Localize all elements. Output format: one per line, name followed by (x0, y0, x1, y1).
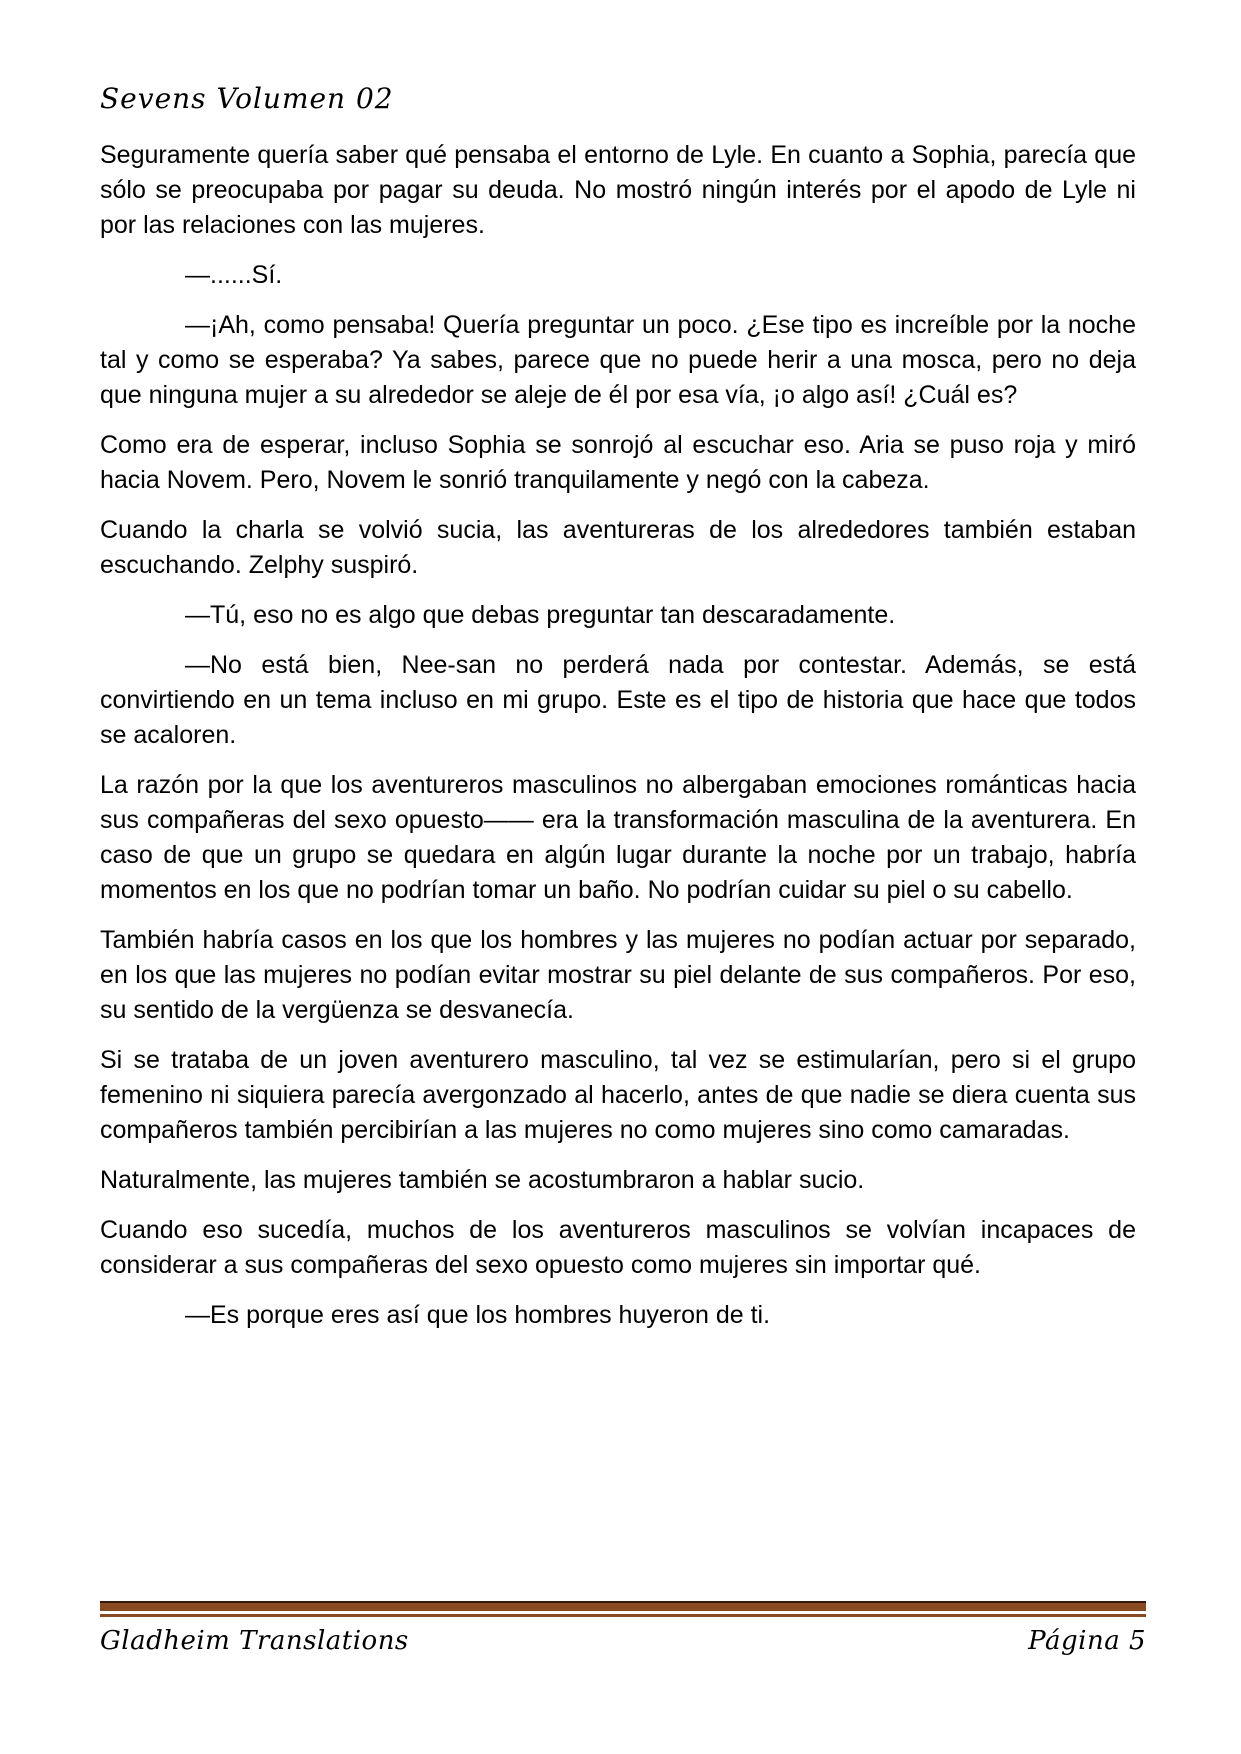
footer-page-number: Página 5 (1028, 1626, 1146, 1656)
footer-rule-thin (100, 1614, 1146, 1617)
paragraph: —¡Ah, como pensaba! Quería preguntar un poco. ¿Ese tipo es increíble por la noche tal y como se esperaba? Ya sabes, parece que no puede herir a una mosca, pero no deja que ninguna mujer a su alrededor se aleje de él por esa vía, ¡o algo así! ¿Cuál es? (100, 311, 1136, 409)
paragraph: —Es porque eres así que los hombres huyeron de ti. (185, 1301, 771, 1329)
footer-rule-thick (100, 1601, 1146, 1611)
paragraph: Como era de esperar, incluso Sophia se sonrojó al escuchar eso. Aria se puso roja y miró hacia Novem. Pero, Novem le sonrió tranquilamente y negó con la cabeza. (100, 431, 1136, 494)
paragraph: —Tú, eso no es algo que debas preguntar tan descaradamente. (185, 601, 896, 629)
paragraph: Si se trataba de un joven aventurero masculino, tal vez se estimularían, pero si el grupo femenino ni siquiera parecía avergonzado al hacerlo, antes de que nadie se diera cuenta sus compañeros también percibirían a las mujeres no como mujeres sino como camaradas. (100, 1046, 1136, 1144)
footer-translator-credit: Gladheim Translations (100, 1626, 409, 1656)
page-header (100, 82, 1136, 116)
header-title: Sevens Volumen 02 (100, 82, 394, 115)
footer-text-row (100, 1626, 1146, 1656)
paragraph: Cuando la charla se volvió sucia, las aventureras de los alrededores también estaban escuchando. Zelphy suspiró. (100, 516, 1136, 579)
paragraph: Naturalmente, las mujeres también se acostumbraron a hablar sucio. (100, 1166, 865, 1194)
paragraph: La razón por la que los aventureros masculinos no albergaban emociones románticas hacia sus compañeras del sexo opuesto—— era la transformación masculina de la aventurera. En caso de que un grupo se quedara en algún lugar durante la noche por un trabajo, habría momentos en los que no podrían tomar un baño. No podrían cuidar su piel o su cabello. (100, 771, 1136, 904)
paragraph: —......Sí. (185, 261, 283, 289)
paragraph: Seguramente quería saber qué pensaba el entorno de Lyle. En cuanto a Sophia, parecía que sólo se preocupaba por pagar su deuda. No mostró ningún interés por el apodo de Lyle ni por las relaciones con las mujeres. (100, 141, 1136, 239)
document-body (100, 138, 1136, 1333)
paragraph: —No está bien, Nee-san no perderá nada por contestar. Además, se está convirtiendo en un tema incluso en mi grupo. Este es el tipo de historia que hace que todos se acaloren. (100, 651, 1136, 749)
page-footer (100, 1601, 1146, 1656)
paragraph: También habría casos en los que los hombres y las mujeres no podían actuar por separado, en los que las mujeres no podían evitar mostrar su piel delante de sus compañeros. Por eso, su sentido de la vergüenza se desvanecía. (100, 926, 1136, 1024)
paragraph: Cuando eso sucedía, muchos de los aventureros masculinos se volvían incapaces de considerar a sus compañeras del sexo opuesto como mujeres sin importar qué. (100, 1216, 1136, 1279)
